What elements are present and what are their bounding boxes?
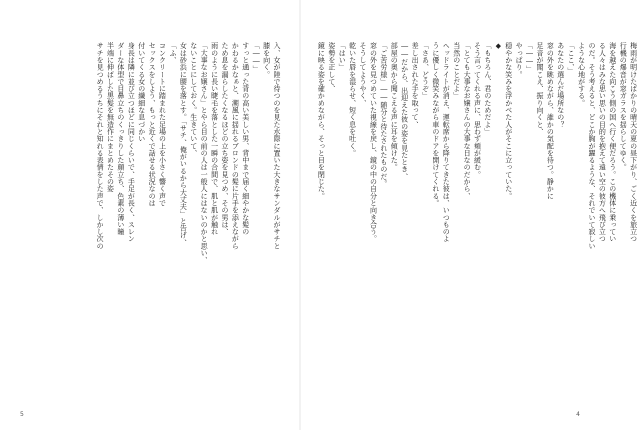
text-paragraph: コンクリートに踏まれた足場の上を小さく響く声で (158, 42, 167, 207)
text-paragraph: うに優しく微笑みながら車のドアを開けてくれる。 (431, 42, 440, 207)
text-paragraph: 海を越えた向こう側の国へ行く便だろう。この機体に乗ってい (608, 42, 617, 243)
text-paragraph: 「ここ、」 (567, 42, 576, 75)
text-paragraph: 「はい」 (338, 42, 347, 71)
text-paragraph: ため息を漏らしたくなるほどの立ち姿を見つめ、その男は、 (220, 42, 229, 236)
text-paragraph: 「――」 (252, 42, 261, 73)
text-paragraph: そう言ってくれる声に、思わず頬が緩む。 (473, 42, 482, 178)
text-paragraph: 鏡に映る姿を確かめながら、そっと目を閉じた。 (317, 42, 326, 200)
text-paragraph: 「さあ、どうぞ」 (421, 42, 430, 100)
text-paragraph: 「ご苦労様」――随分と待たされたものだ。 (379, 42, 388, 187)
text-paragraph: 半端に伸ばした黒髪を無造作にまとめたその姿 (106, 42, 115, 193)
text-paragraph: 乾いた唇を湿らせ、短く息を吐く。 (348, 42, 357, 157)
text-paragraph: 足音が聞こえ、振り向くと、 (535, 42, 544, 135)
left-page (0, 0, 300, 430)
text-paragraph: 姿勢を正して、 (327, 42, 336, 93)
right-page-text (316, 42, 639, 382)
text-paragraph: 部屋の奥から聞こえる声に耳を傾けた。 (390, 42, 399, 171)
text-paragraph: 膝を向く。 (262, 42, 271, 78)
text-paragraph: セックスをしよう、もっと近くで話せる状況なのは (148, 42, 157, 207)
text-paragraph: 女は砂浜に腰を落とす。「サチ、俺がいるから大丈夫」と告げ、 (179, 42, 188, 246)
text-paragraph: ような心地がする。 (577, 42, 586, 107)
text-paragraph: 梅雨が明けたばかりの晴天の夏の昼下がり、ごく近くを旅立つ (629, 42, 638, 243)
text-paragraph: ダーな体型で目鼻立ちのくっきりした顔立ち、色素の薄い瞳 (116, 42, 125, 236)
text-paragraph: 「ふ、 (168, 42, 177, 64)
text-paragraph: すっと通った背の高い美しい男、背中まで届く細やかな髪の (241, 42, 250, 236)
text-paragraph: ◆ (494, 42, 503, 51)
text-paragraph: 窓の外を眺めながら、誰かの気配を待つ。静かに (546, 42, 555, 200)
text-paragraph: のだ。そう考えると、どこか胸が躍るような、それでいて寂しい (587, 42, 596, 250)
text-paragraph: あなたの選んだ場所なの？ (556, 42, 565, 128)
text-paragraph: かわるかなぁと、潮風に揺れるブロンドの髪に片手を添えながら (231, 42, 240, 250)
left-page-text (20, 42, 282, 382)
text-paragraph: やっぱり。 (515, 42, 524, 78)
text-paragraph: 「とても大事なお嬢さんの大事な日なのだから、 (463, 42, 472, 200)
text-paragraph: ヘッドライトが消え、運転席から降りてきた彼は、いつものよ (442, 42, 451, 243)
text-paragraph: サチを見つめるうちにそれと知れる表情をした声で、しかし次の (96, 42, 105, 250)
right-page-number: 4 (576, 411, 580, 418)
text-paragraph: そうしてようやく、 (359, 42, 368, 107)
text-paragraph: 雨のように長い睫毛を落とした一瞬の合間で、肌と肌が触れ (210, 42, 219, 236)
text-paragraph: 行機の爆音が窓ガラスを揺らしてゆく。 (619, 42, 628, 171)
text-paragraph: 付いてくる女の繊細な息づかい (137, 42, 146, 143)
left-page-number: 5 (20, 411, 24, 418)
text-paragraph: 「もちろん、君のためだよ」 (483, 42, 492, 135)
text-paragraph: ないことにしておく。生きていて、 (189, 42, 198, 157)
text-paragraph: 身長は隣に並び立つほどに同じくらいで、手足が長く、スレン (127, 42, 136, 243)
text-paragraph: 差し出された手を取って、 (411, 42, 420, 128)
text-paragraph: 穏やかな笑みを浮かべた人がそこに立っていた。 (504, 42, 513, 200)
text-paragraph: る人々はみな思い思いの目的を抱えて遠い空の彼方へ飛び立つ (598, 42, 607, 243)
text-paragraph: 入、女が陸で待つのを見た水際に置いた大きなサンダルがサチと (273, 42, 281, 250)
text-paragraph: ――だから、出迎えた彼の姿を見たとき、 (400, 42, 409, 180)
text-paragraph: 「――」 (525, 42, 534, 73)
text-paragraph: 「大事なお嬢さん」とやら目の前の人は一般人にはないのかと思い、 (200, 42, 209, 264)
text-paragraph: 窓の外を見つめていた視線を戻し、鏡の中の自分と向き合う。 (369, 42, 378, 243)
text-paragraph: 当然のことだよ」 (452, 42, 461, 100)
